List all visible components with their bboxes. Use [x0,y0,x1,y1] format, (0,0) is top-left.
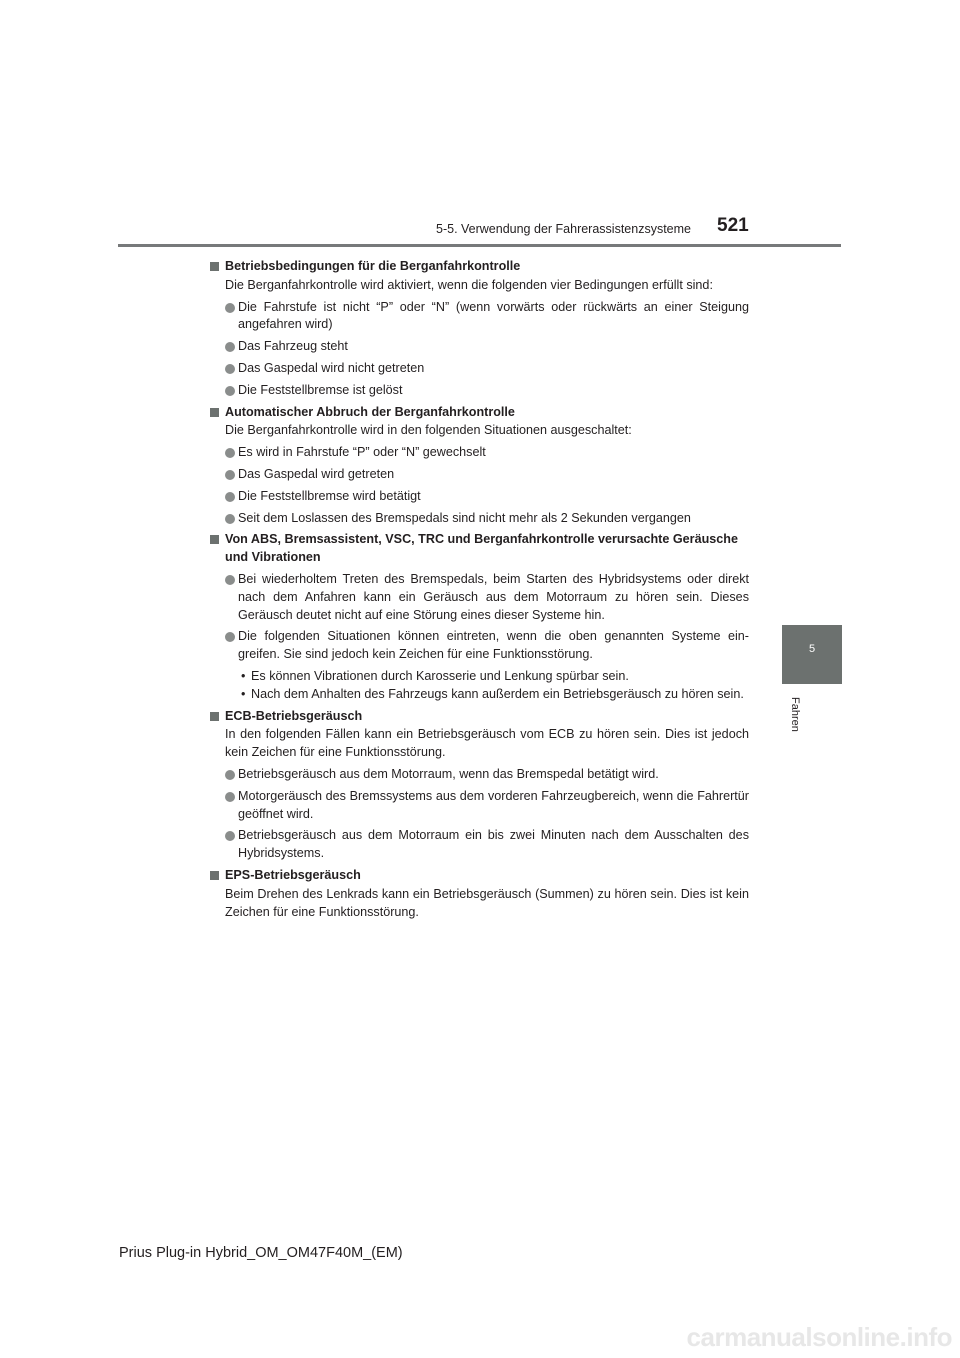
watermark[interactable]: carmanualsonline.info [686,1322,952,1352]
chapter-tab-number: 5 [808,643,816,655]
dot-marker-icon: • [241,686,246,701]
page-content [209,254,749,921]
square-bullet-icon [210,262,219,271]
circle-bullet-icon [225,386,235,396]
square-bullet-icon [210,712,219,721]
list-item: Die Feststellbremse ist gelöst [209,382,749,400]
footer-manual-id: Prius Plug-in Hybrid_OM_OM47F40M_(EM) [119,1245,403,1261]
circle-bullet-icon [225,342,235,352]
page-number: 521 [717,215,749,236]
header-divider [118,244,841,247]
section-heading: EPS-Betriebsgeräusch [209,867,749,885]
list-item: Betriebsgeräusch aus dem Motorraum, wenn das Bremspedal betätigt wird. [209,766,749,784]
list-item: Betriebsgeräusch aus dem Motorraum ein bis zwei Minuten nach dem Ausschalten des Hybridsystems. [209,827,749,863]
circle-bullet-icon [225,514,235,524]
section-heading: ECB-Betriebsgeräusch [209,708,749,726]
paragraph: In den folgenden Fällen kann ein Betriebsgeräusch vom ECB zu hören sein. Dies ist jedoch kein Zeichen für eine Funktionsstörung. [225,727,749,760]
sub-list-item: • Nach dem Anhalten des Fahrzeugs kann außerdem ein Betriebsgeräusch zu hören sein. [209,686,749,704]
list-item: Das Fahrzeug steht [209,338,749,356]
circle-bullet-icon [225,448,235,458]
paragraph: Beim Drehen des Lenkrads kann ein Betriebsgeräusch (Summen) zu hören sein. Dies ist kein Zeichen für eine Funktionsstörung. [225,886,749,919]
circle-bullet-icon [225,792,235,802]
running-header-section: 5-5. Verwendung der Fahrerassistenzsysteme [436,222,691,236]
list-item: Bei wiederholtem Treten des Bremspedals, beim Starten des Hybridsystems oder direkt nach dem Anfahren kann ein Geräusch aus dem Motorraum zu hören sein. Dieses Geräusch deutet nicht auf eine Störung eines dieser Systeme hin. [209,571,749,624]
circle-bullet-icon [225,303,235,313]
list-item: Seit dem Loslassen des Bremspedals sind nicht mehr als 2 Sekunden vergangen [209,510,749,528]
chapter-tab-label: Fahren [789,696,801,732]
dot-marker-icon: • [241,668,246,683]
section-heading: Automatischer Abbruch der Berganfahrkontrolle [209,404,749,422]
list-item: Die Feststellbremse wird betätigt [209,488,749,506]
list-item: Das Gaspedal wird getreten [209,466,749,484]
section-heading: Von ABS, Bremsassistent, VSC, TRC und Berganfahrkontrolle verursachte Geräusche und Vibrationen [209,531,749,567]
circle-bullet-icon [225,575,235,585]
square-bullet-icon [210,871,219,880]
chapter-tab[interactable] [782,625,842,684]
paragraph: Die Berganfahrkontrolle wird aktiviert, wenn die folgenden vier Bedingungen erfüllt sind: [225,277,713,292]
list-item: Motorgeräusch des Bremssystems aus dem vorderen Fahrzeugbereich, wenn die Fahrertür geöffnet wird. [209,788,749,824]
square-bullet-icon [210,535,219,544]
list-item: Die Fahrstufe ist nicht “P” oder “N” (wenn vorwärts oder rückwärts an einer Steigung angefahren wird) [209,299,749,335]
paragraph: Die Berganfahrkontrolle wird in den folgenden Situationen ausgeschaltet: [225,423,632,438]
list-item: Die folgenden Situationen können eintreten, wenn die oben genannten Systeme ein-greifen. Sie sind jedoch kein Zeichen für eine Funktionsstörung. [209,628,749,664]
circle-bullet-icon [225,470,235,480]
section-heading: Betriebsbedingungen für die Berganfahrkontrolle [209,258,749,276]
list-item: Das Gaspedal wird nicht getreten [209,360,749,378]
circle-bullet-icon [225,831,235,841]
list-item: Es wird in Fahrstufe “P” oder “N” gewechselt [209,444,749,462]
circle-bullet-icon [225,492,235,502]
circle-bullet-icon [225,632,235,642]
square-bullet-icon [210,408,219,417]
circle-bullet-icon [225,770,235,780]
sub-list-item: • Es können Vibrationen durch Karosserie und Lenkung spürbar sein. [209,668,749,686]
circle-bullet-icon [225,364,235,374]
